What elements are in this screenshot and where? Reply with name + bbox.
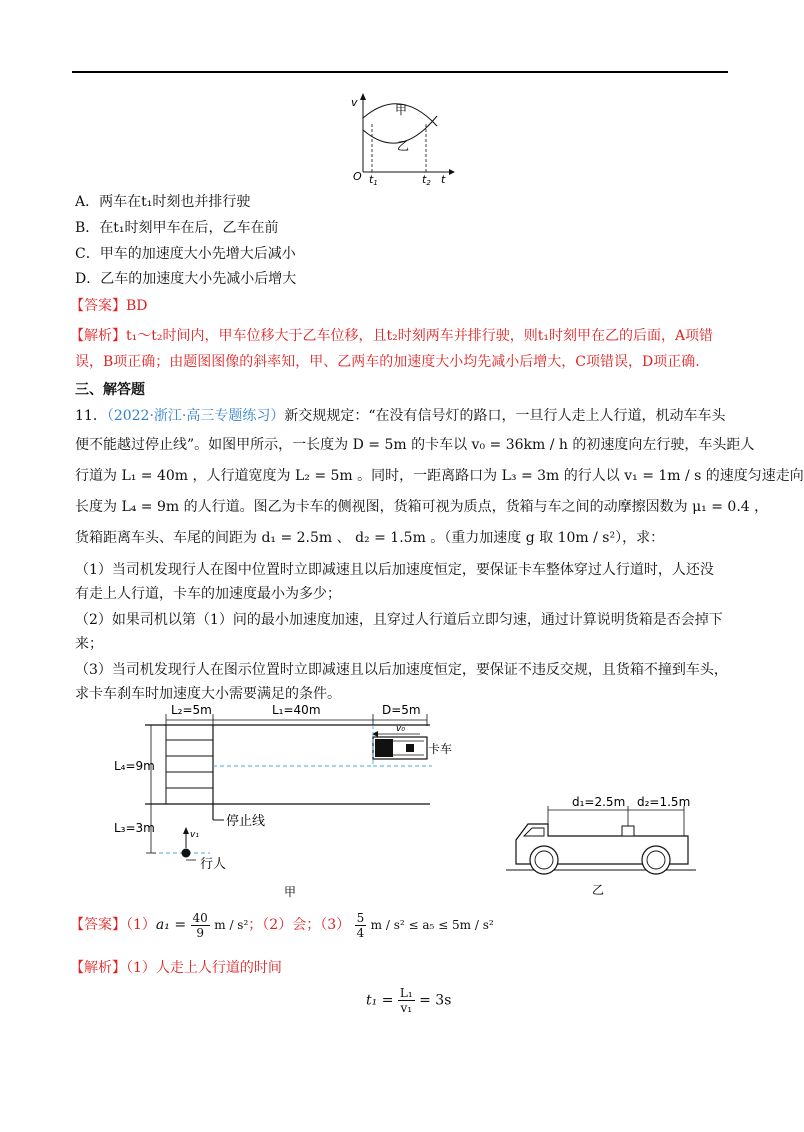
q11-source-link[interactable]: （2022·浙江·高三专题练习）	[106, 408, 285, 424]
vt-graph	[345, 92, 455, 187]
q11-part2-b: 来；	[75, 636, 103, 652]
figb-caption: 乙	[592, 883, 605, 897]
answer-value: BD	[126, 298, 148, 314]
analysis-10-line2: 误，B项正确；由题图图像的斜率知，甲、乙两车的加速度大小均先减小后增大，C项错误，D项正确.	[75, 354, 700, 370]
vt-t2-label: t2	[422, 173, 431, 187]
analysis-label: 【解析】	[70, 960, 126, 976]
option-d: D．乙车的加速度大小先减小后增大	[75, 271, 297, 287]
figa-l3: L₃=3m	[114, 821, 155, 835]
vt-origin-label: O	[353, 170, 362, 183]
equation-fraction: $\frac{\text{L₁}}{\text{v₁}}$	[399, 986, 413, 1015]
vt-yi-label: 乙	[397, 139, 410, 153]
figa-stop: 停止线	[226, 814, 266, 829]
answer-10	[70, 296, 148, 316]
section-heading: 三、解答题	[75, 382, 145, 398]
answer-fraction-1: $\frac{40}{9}$	[192, 910, 208, 940]
figb-d1: d₁=2.5m	[572, 795, 626, 809]
figa-caption: 甲	[284, 885, 297, 899]
q11-part2-a: （2）如果司机以第（1）问的最小加速度加速，且穿过人行道后立即匀速，通过计算说明货箱是否会掉下	[75, 612, 723, 628]
option-a: A．两车在t₁时刻也并排行驶	[75, 194, 251, 210]
q11-line2: 便不能越过停止线”。如图甲所示，一长度为 D = 5m 的卡车以 v₀ = 36km / h 的初速度向左行驶，车头距人	[75, 437, 755, 453]
q11-number: 11．	[75, 408, 107, 424]
figb-d2: d₂=1.5m	[637, 795, 691, 809]
answer-label: 【答案】	[70, 298, 126, 314]
vt-t1-label: t1	[369, 173, 378, 187]
figa-d: D=5m	[382, 703, 421, 717]
figa-v1: v₁	[190, 830, 199, 840]
q11-part1-a: （1）当司机发现行人在图中位置时立即减速且以后加速度恒定，要保证卡车整体穿过人行道时，人还没	[75, 562, 714, 578]
answer-fraction-2: $\frac{5}{4}$	[356, 910, 365, 940]
figa-l1: L₁=40m	[272, 703, 321, 717]
vt-t-axis-label: t	[441, 173, 446, 186]
figure-yi	[500, 790, 700, 900]
option-c: C．甲车的加速度大小先增大后减小	[75, 246, 296, 262]
q11-part3-b: 求卡车刹车时加速度大小需要满足的条件。	[75, 686, 341, 702]
analysis-11-line1: 【解析】（1）人走上人行道的时间	[70, 960, 282, 976]
figa-truck: 卡车	[428, 742, 453, 756]
q11-line1: 11．（2022·浙江·高三专题练习）新交规规定：“在没有信号灯的路口，一旦行人走上人行道，机动车车头	[75, 408, 726, 424]
q11-line4: 长度为 L₄ = 9m 的人行道。图乙为卡车的侧视图，货箱可视为质点，货箱与车之间的动摩擦因数为 μ₁ = 0.4 ，	[75, 499, 769, 515]
equation-t1: t₁ = $\frac{\text{L₁}}{\text{v₁}}$ = 3s	[366, 986, 452, 1015]
figa-l2: L₂=5m	[171, 703, 212, 717]
vt-jia-label: 甲	[395, 103, 408, 117]
figa-l4: L₄=9m	[114, 759, 155, 773]
q11-line5: 货箱距离车头、车尾的间距为 d₁ = 2.5m 、 d₂ = 1.5m 。（重力加速度 g 取 10m / s²），求：	[75, 530, 665, 546]
q11-part1-b: 有走上人行道，卡车的加速度最小为多少；	[75, 586, 341, 602]
answer-label: 【答案】	[70, 917, 126, 933]
figure-jia	[100, 700, 453, 900]
figa-v0: v₀	[396, 724, 405, 734]
analysis-label: 【解析】	[70, 328, 126, 344]
option-b: B．在t₁时刻甲车在后，乙车在前	[75, 220, 279, 236]
answer-11: 【答案】（1）a₁ = $\frac{40}{9}$ m / s²；（2）会；（3） $\frac{5}{4}$ m / s² ≤ a₅ ≤ 5m / s²	[70, 910, 494, 940]
q11-line3: 行道为 L₁ = 40m ，人行道宽度为 L₂ = 5m 。同时，一距离路口为 L₃ = 3m 的行人以 v₁ = 1m / s 的速度匀速走向	[75, 468, 804, 484]
analysis-10-line1: 【解析】t₁～t₂时间内，甲车位移大于乙车位移，且t₂时刻两车并排行驶，则t₁时刻甲在乙的后面，A项错	[70, 328, 714, 344]
vt-v-label: v	[351, 96, 358, 109]
q11-part3-a: （3）当司机发现行人在图示位置时立即减速且以后加速度恒定，要保证不违反交规，且货箱不撞到车头，	[75, 662, 728, 678]
header-rule	[72, 71, 728, 73]
figa-ped: 行人	[200, 857, 227, 872]
